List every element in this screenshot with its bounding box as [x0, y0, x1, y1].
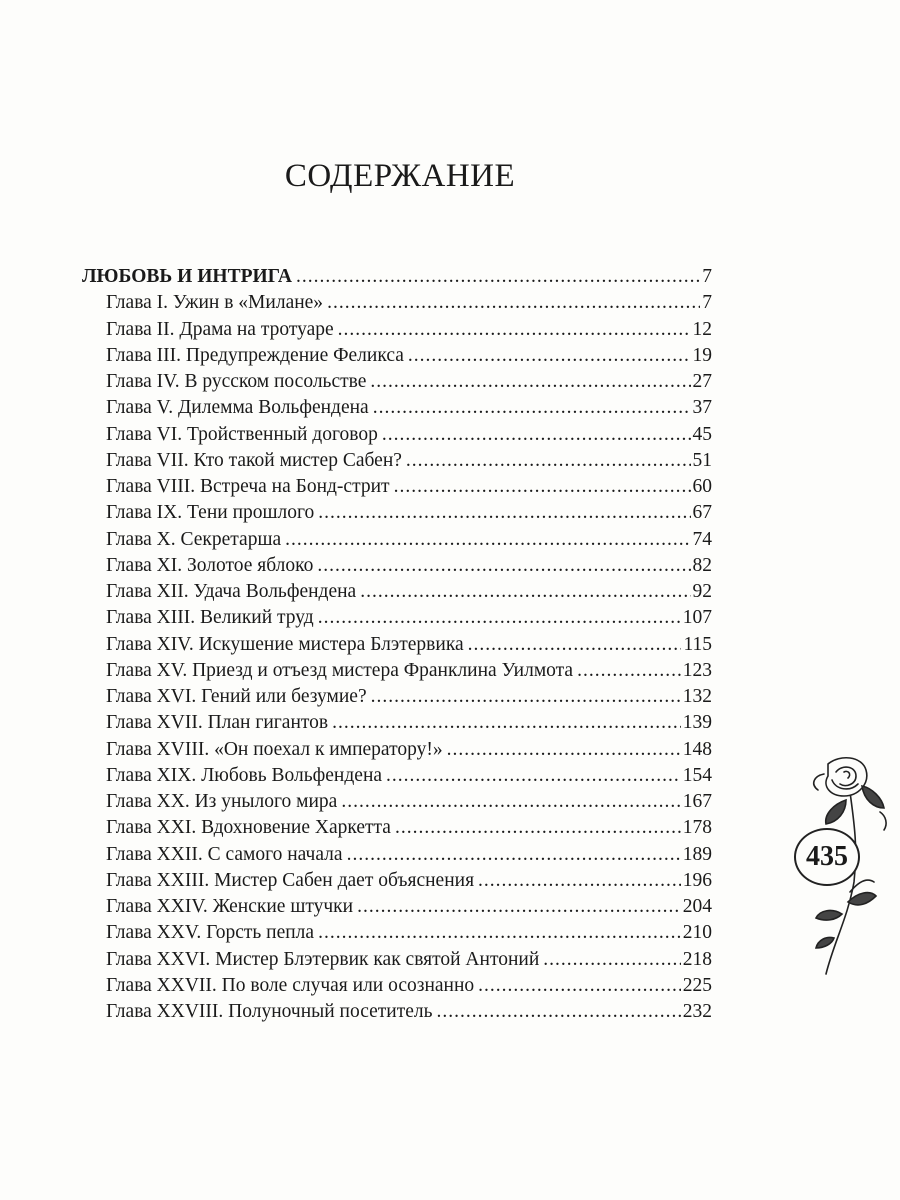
toc-entry[interactable]: [82, 448, 712, 474]
toc-page-number: 123: [682, 659, 712, 681]
toc-page-number: 82: [692, 554, 712, 576]
table-of-contents: [82, 264, 712, 1025]
toc-entry[interactable]: [82, 868, 712, 894]
dot-leader: [357, 894, 681, 920]
toc-entry[interactable]: [82, 343, 712, 369]
dot-leader: [332, 710, 681, 736]
toc-section[interactable]: [82, 264, 712, 290]
toc-page-number: 60: [692, 476, 712, 497]
toc-page-number: 225: [682, 974, 712, 996]
toc-entry-title: Глава II. Драма на тротуаре: [106, 318, 334, 340]
dot-leader: [296, 264, 700, 290]
dot-leader: [338, 317, 691, 343]
toc-entry-title: Глава XIII. Великий труд: [106, 607, 314, 629]
toc-entry[interactable]: [82, 842, 712, 868]
toc-entry-title: Глава XVII. План гигантов: [106, 712, 329, 734]
toc-entry-title: Глава VI. Тройственный договор: [106, 423, 378, 445]
dot-leader: [360, 579, 690, 605]
toc-entry-title: Глава XXIII. Мистер Сабен дает объяснения: [106, 869, 475, 891]
dot-leader: [318, 605, 681, 631]
toc-page-number: 12: [692, 318, 712, 340]
dot-leader: [370, 369, 690, 395]
toc-page-number: 218: [682, 948, 712, 970]
toc-entry-title: Глава XXV. Горсть пепла: [106, 922, 315, 944]
toc-page-number: 19: [692, 344, 712, 366]
toc-entry-title: Глава V. Дилемма Вольфендена: [106, 397, 369, 419]
toc-entry-title: Глава XII. Удача Вольфендена: [106, 581, 357, 602]
toc-entry-title: Глава VIII. Встреча на Бонд-стрит: [106, 476, 390, 497]
toc-entry[interactable]: [82, 500, 712, 526]
toc-entry[interactable]: [82, 947, 712, 973]
dot-leader: [317, 553, 690, 579]
dot-leader: [406, 448, 691, 474]
toc-entry-title: Глава XVI. Гений или безумие?: [106, 686, 367, 707]
toc-entry[interactable]: [82, 973, 712, 999]
toc-page-number: 92: [692, 581, 712, 602]
toc-entry-title: Глава XXVI. Мистер Блэтервик как святой Антоний: [106, 948, 540, 970]
toc-entry[interactable]: [82, 763, 712, 789]
toc-entry[interactable]: [82, 815, 712, 841]
dot-leader: [382, 422, 691, 448]
dot-leader: [373, 395, 691, 421]
toc-entry[interactable]: [82, 527, 712, 553]
toc-entry-title: Глава XVIII. «Он поехал к императору!»: [106, 738, 443, 760]
page-number-badge: 435: [794, 828, 860, 886]
toc-page-number: 74: [692, 528, 712, 550]
toc-page-number: 167: [682, 791, 712, 812]
toc-entry-title: Глава XXVIII. Полуночный посетитель: [106, 1001, 433, 1022]
toc-page-number: 210: [682, 922, 712, 944]
toc-entry-title: Глава VII. Кто такой мистер Сабен?: [106, 449, 402, 471]
dot-leader: [327, 290, 700, 316]
dot-leader: [395, 815, 681, 841]
toc-page-number: 67: [692, 502, 712, 524]
dot-leader: [478, 973, 681, 999]
dot-leader: [318, 920, 681, 946]
toc-entry[interactable]: [82, 553, 712, 579]
dot-leader: [318, 500, 690, 526]
toc-entry[interactable]: [82, 579, 712, 605]
toc-entry[interactable]: [82, 737, 712, 763]
toc-entry[interactable]: [82, 369, 712, 395]
toc-entry-title: Глава XX. Из унылого мира: [106, 791, 338, 812]
dot-leader: [394, 474, 691, 500]
dot-leader: [408, 343, 691, 369]
page-title: СОДЕРЖАНИЕ: [284, 158, 516, 194]
toc-entry[interactable]: [82, 632, 712, 658]
dot-leader: [447, 737, 681, 763]
toc-entry-title: Глава X. Секретарша: [106, 528, 282, 550]
toc-entry-title: Глава XXIV. Женские штучки: [106, 896, 354, 917]
toc-entry-title: Глава XXVII. По воле случая или осознанно: [106, 974, 475, 996]
dot-leader: [543, 947, 680, 973]
toc-page-number: 37: [692, 397, 712, 419]
toc-page-number: 232: [682, 1001, 712, 1022]
toc-page-number: 107: [682, 607, 712, 629]
dot-leader: [285, 527, 690, 553]
toc-entry[interactable]: [82, 395, 712, 421]
toc-entry-title: Глава XI. Золотое яблоко: [106, 554, 314, 576]
toc-page-number: 51: [692, 449, 712, 471]
toc-entry[interactable]: [82, 658, 712, 684]
toc-page-number: 7: [702, 266, 712, 287]
toc-page-number: 27: [692, 371, 712, 392]
toc-page-number: 154: [682, 764, 712, 786]
toc-entry[interactable]: [82, 317, 712, 343]
toc-page-number: 189: [682, 843, 712, 865]
dot-leader: [468, 632, 682, 658]
toc-entry-title: Глава XIV. Искушение мистера Блэтервика: [106, 633, 464, 655]
toc-entry[interactable]: [82, 422, 712, 448]
dot-leader: [437, 999, 681, 1025]
toc-section-title: ЛЮБОВЬ И ИНТРИГА: [82, 266, 293, 287]
toc-page-number: 7: [702, 292, 712, 314]
dot-leader: [386, 763, 681, 789]
toc-entry-title: Глава XIX. Любовь Вольфендена: [106, 764, 383, 786]
chapter-list: [82, 290, 712, 1025]
toc-entry[interactable]: [82, 290, 712, 316]
toc-page-number: 148: [682, 738, 712, 760]
toc-page-number: 196: [682, 869, 712, 891]
toc-entry-title: Глава IX. Тени прошлого: [106, 502, 315, 524]
toc-page-number: 45: [692, 423, 712, 445]
toc-entry-title: Глава I. Ужин в «Милане»: [106, 292, 324, 314]
toc-entry-title: Глава XXII. С самого начала: [106, 843, 343, 865]
dot-leader: [371, 684, 681, 710]
dot-leader: [478, 868, 681, 894]
toc-entry[interactable]: [82, 894, 712, 920]
toc-entry-title: Глава XXI. Вдохновение Харкетта: [106, 817, 391, 839]
toc-entry[interactable]: [82, 789, 712, 815]
toc-entry-title: Глава III. Предупреждение Феликса: [106, 344, 404, 366]
toc-page-number: 139: [682, 712, 712, 734]
toc-entry[interactable]: [82, 999, 712, 1025]
toc-entry[interactable]: [82, 710, 712, 736]
toc-entry[interactable]: [82, 920, 712, 946]
dot-leader: [341, 789, 680, 815]
toc-page-number: 115: [683, 633, 712, 655]
toc-entry-title: Глава XV. Приезд и отъезд мистера Франклина Уилмота: [106, 659, 574, 681]
toc-entry[interactable]: [82, 684, 712, 710]
toc-entry[interactable]: [82, 605, 712, 631]
toc-page-number: 132: [682, 686, 712, 707]
toc-entry-title: Глава IV. В русском посольстве: [106, 371, 367, 392]
dot-leader: [347, 842, 681, 868]
toc-entry[interactable]: [82, 474, 712, 500]
dot-leader: [577, 658, 681, 684]
toc-page-number: 178: [682, 817, 712, 839]
toc-page-number: 204: [682, 896, 712, 917]
